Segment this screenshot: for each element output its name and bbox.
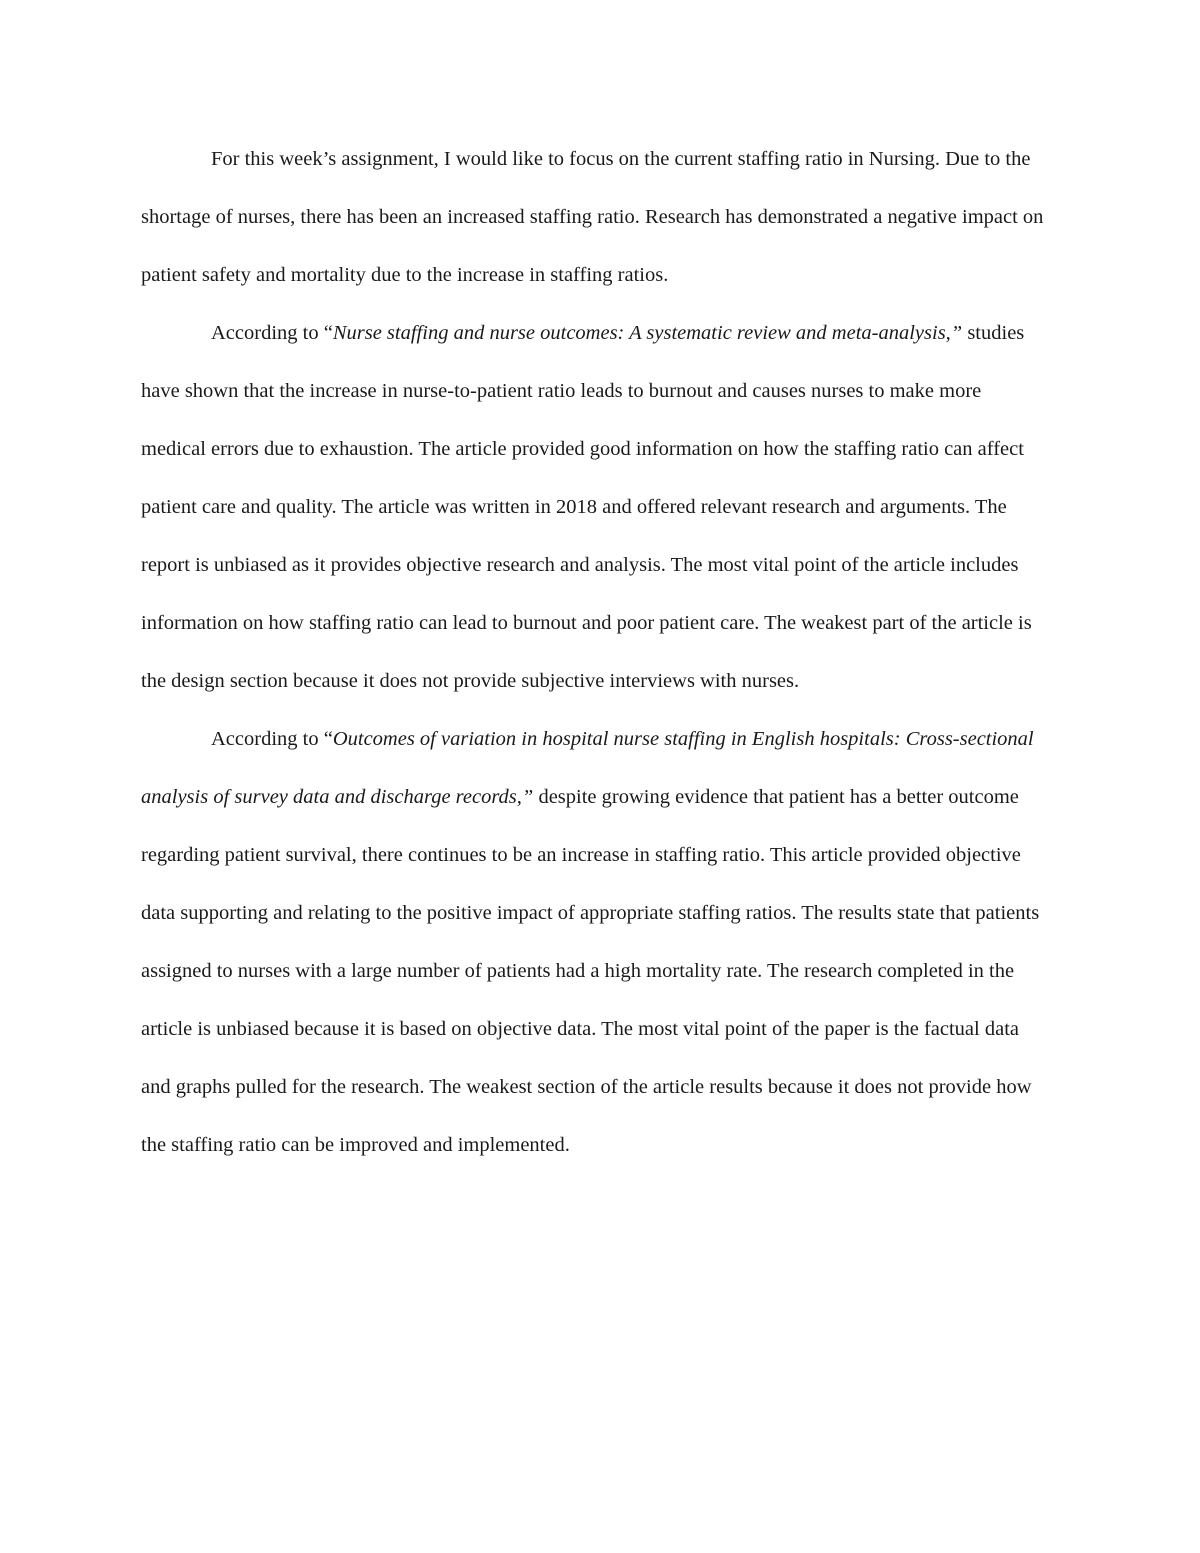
paragraph-article-review-2 [141,710,1046,1174]
paragraph-intro: For this week’s assignment, I would like to focus on the current staffing ratio in Nursing. Due to the shortage of nurses, there has been an increased staffing ratio. Research has demonstrated a negative impact on patient safety and mortality due to the increase in staffing ratios. [141,148,1044,286]
article-title: Outcomes of variation in hospital nurse staffing in English hospitals: Cross-sectional analysis of survey data and discharge records,” [141,728,1034,808]
paragraph-body: studies have shown that the increase in nurse-to-patient ratio leads to burnout and causes nurses to make more medical errors due to exhaustion. The article provided good information on how the staffing ratio can affect patient care and quality. The article was written in 2018 and offered relevant research and arguments. The report is unbiased as it provides objective research and analysis. The most vital point of the article includes information on how staffing ratio can lead to burnout and poor patient care. The weakest part of the article is the design section because it does not provide subjective interviews with nurses. [141,322,1032,692]
paragraph-article-review-1 [141,304,1046,710]
paragraph-lead: According to “ [211,322,333,344]
document-body [141,130,1046,1174]
article-title: Nurse staffing and nurse outcomes: A systematic review and meta-analysis,” [332,322,963,344]
paragraph-lead: According to “ [211,728,333,750]
paragraph-body: despite growing evidence that patient has a better outcome regarding patient survival, there continues to be an increase in staffing ratio. This article provided objective data supporting and relating to the positive impact of appropriate staffing ratios. The results state that patients assigned to nurses with a large number of patients had a high mortality rate. The research completed in the article is unbiased because it is based on objective data. The most vital point of the paper is the factual data and graphs pulled for the research. The weakest section of the article results because it does not provide how the staffing ratio can be improved and implemented. [141,786,1040,1156]
